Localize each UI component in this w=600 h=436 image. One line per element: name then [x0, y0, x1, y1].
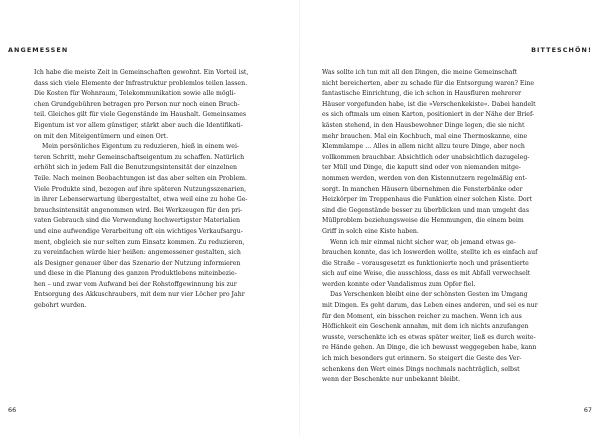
text-line: mit Dingen. Es geht darum, das Leben eines anderen, und sei es nur — [322, 302, 538, 310]
page-number-left: 66 — [8, 406, 17, 414]
text-line: brauchsintensität angenommen wird. Bei Werkzeugen für den pri- — [34, 206, 243, 214]
text-line: ich mich besonders gut erinnern. So steigert die Geste des Ver- — [322, 355, 522, 363]
running-head-right: BITTESCHÖN! — [531, 46, 592, 54]
text-line: Höflichkeit ein Geschenk annahm, mit dem ich nichts anzufangen — [322, 323, 529, 331]
text-line: sorgt. In manchen Häusern übernehmen die Fensterbänke oder — [322, 185, 523, 193]
text-line: Das Verschenken bleibt eine der schönsten Gesten im Umgang — [330, 291, 528, 299]
text-line: werden konnte oder Vandalismus zum Opfer fiel. — [322, 280, 476, 288]
text-line: Griff in solch eine Kiste haben. — [322, 227, 419, 235]
text-line: und diese in die Planung des ganzen Produktlebens miteinbezie- — [34, 270, 237, 278]
text-line: Teile. Nach meinen Beobachtungen ist das aber selten ein Problem. — [34, 174, 247, 182]
text-line: Häuser vorgefunden habe, ist die »Verschenkekiste«. Dabei handelt — [322, 100, 536, 108]
right-body-text — [322, 68, 562, 386]
text-line: Die Kosten für Wohnraum, Telekommunikation sowie alle mögli- — [34, 90, 236, 98]
text-line: chen Grundgebühren betragen pro Person nur noch einen Bruch- — [34, 100, 240, 108]
text-line: erhöht sich in jedem Fall die Benutzungsintensität der einzelnen — [34, 164, 237, 172]
text-line: zu vereinfachen würde hier heißen: angemessener gestalten, sich — [34, 249, 241, 257]
right-page — [300, 0, 600, 436]
text-line: vaten Gebrauch sind die Verwendung hochwertigster Materialien — [34, 217, 241, 225]
text-line: wenn der Beschenkte nur unbekannt bleibt. — [322, 376, 461, 384]
text-line: hen – und zwar vom Aufwand bei der Rohstoffgewinnung bis zur — [34, 280, 237, 288]
text-line: als Designer genauer über das Szenario der Nutzung informieren — [34, 259, 241, 267]
text-line: Entsorgung des Akkuschraubers, mit dem nur vier Löcher pro Jahr — [34, 291, 245, 299]
text-line: in ihrer Lebenserwartung übergestaltet, etwa weil eine zu hohe Ge- — [34, 196, 248, 204]
text-line: fantastische Einrichtung, die ich schon in Hausfluren mehrerer — [322, 90, 522, 98]
text-line: ment, obgleich sie nur selten zum Einsatz kommen. Zu reduzieren, — [34, 238, 245, 246]
text-line: dass sich viele Elemente der Infrastruktur problemlos teilen lassen. — [34, 79, 248, 87]
text-line: Viele Produkte sind, bezogen auf ihre späteren Nutzungsszenarien, — [34, 185, 247, 193]
text-line: teil. Gleiches gilt für viele Gegenstände im Haushalt. Gemeinsames — [34, 111, 247, 119]
text-line: Ich habe die meiste Zeit in Gemeinschaften gewohnt. Ein Vorteil ist, — [34, 69, 249, 76]
text-line: ter Müll und Dinge, die kaputt sind oder von niemanden mitge- — [322, 164, 521, 172]
left-body-text — [34, 68, 272, 312]
text-line: sich auf eine Weise, die ausschloss, dass es mit Abfall verwechselt — [322, 270, 531, 278]
text-line: sind die Gegenstände besser zu überblicken und man umgeht das — [322, 206, 530, 214]
text-line: schenkens den Wert eines Dings nochmals nachträglich, selbst — [322, 365, 520, 373]
text-line: die Straße – vorausgesetzt es funktionierte noch und präsentierte — [322, 259, 529, 267]
text-line: re Hände gehen. An Dinge, die ich bewusst weggegeben habe, kann — [322, 344, 537, 352]
text-line: Was sollte ich tun mit all den Dingen, die meine Gemeinschaft — [322, 69, 518, 76]
text-line: teren Schritt, mehr Gemeinschaftseigentum zu schaffen. Natürlich — [34, 153, 245, 161]
text-line: mehr brauchen. Mal ein Kochbuch, mal eine Thermoskanne, eine — [322, 132, 528, 140]
text-line: vollkommen brauchbar. Absichtlich oder unabsichtlich dazugeleg- — [322, 153, 530, 161]
page-number-right: 67 — [583, 406, 592, 414]
text-line: brauchen konnte, das ich loswerden wollte, stellte ich es einfach auf — [322, 249, 538, 257]
text-line: Wenn ich mir einmal nicht sicher war, ob jemand etwas ge- — [330, 238, 516, 246]
text-line: wusste, verschenkte ich es etwas später weiter, ließ es durch weite- — [322, 333, 536, 341]
text-line: kästen stehend, in den Hausbewohner Dinge legen, die sie nicht — [322, 121, 525, 129]
text-line: und eine aufwendige Verarbeitung oft ein wichtiges Verkaufsargu- — [34, 227, 243, 235]
text-line: gebohrt wurden. — [34, 302, 87, 310]
text-line: Mein persönliches Eigentum zu reduzieren, hieß in einem wei- — [42, 143, 240, 151]
text-line: Müllproblem beziehungsweise die Hemmungen, die einem beim — [322, 217, 524, 225]
text-line: nommen werden, werden von den Kistennutzern regelmäßig ent- — [322, 174, 527, 182]
text-line: Heizkörper im Treppenhaus die Funktion einer solchen Kiste. Dort — [322, 196, 533, 204]
text-line: nicht bereicherten, aber zu schade für die Entsorgung waren? Eine — [322, 79, 535, 87]
left-page — [0, 0, 299, 436]
running-head-left: ANGEMESSEN — [8, 46, 69, 54]
text-line: Klemmlampe … Alles in allem nicht allzu teure Dinge, aber noch — [322, 143, 525, 151]
text-line: on mit den Miteigentümern und einen Ort. — [34, 132, 169, 140]
text-line: Eigentum ist vor allem günstiger, stärkt aber auch die Identifikati- — [34, 121, 243, 129]
text-line: es sich oftmals um einen Karton, positioniert in der Nähe der Brief- — [322, 111, 535, 119]
text-line: für den Moment, ein bisschen reicher zu machen. Wenn ich aus — [322, 312, 522, 320]
